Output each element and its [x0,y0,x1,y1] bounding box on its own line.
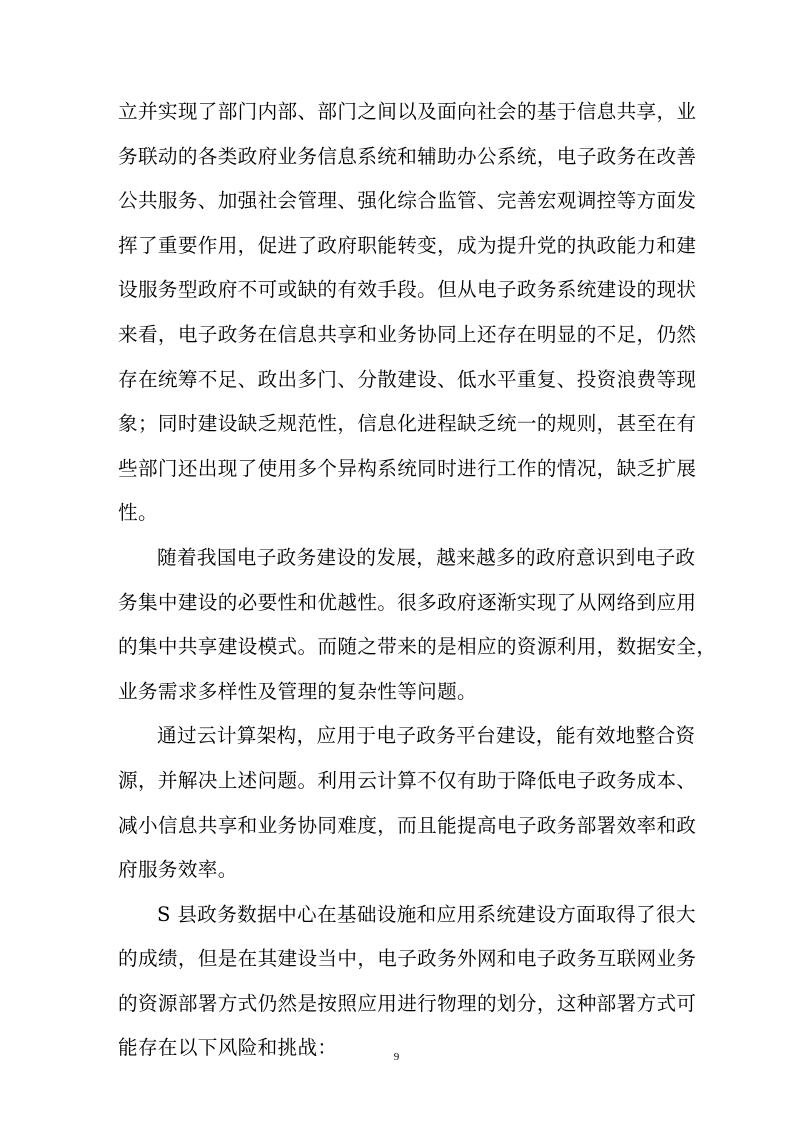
paragraph-4 [118,893,697,1071]
text-line: 性。 [118,501,158,525]
page-number: 9 [393,1051,400,1063]
text-line: 些部门还出现了使用多个异构系统同时进行工作的情况，缺乏扩展 [118,456,697,480]
page-body [118,90,717,1071]
paragraph-2 [118,536,717,714]
text-line: 的成绩，但是在其建设当中，电子政务外网和电子政务互联网业务 [118,947,697,971]
text-line: 的资源部署方式仍然是按照应用进行物理的划分，这种部署方式可 [118,991,697,1015]
text-line: 立并实现了部门内部、部门之间以及面向社会的基于信息共享，业 [118,100,697,123]
text-line: 设服务型政府不可或缺的有效手段。但从电子政务系统建设的现状 [118,278,697,302]
text-line: 源，并解决上述问题。利用云计算不仅有助于降低电子政务成本、 [118,768,697,792]
text-line: 公共服务、加强社会管理、强化综合监管、完善宏观调控等方面发 [118,189,697,213]
text-line: 业务需求多样性及管理的复杂性等问题。 [118,679,477,703]
text-line: 存在统筹不足、政出多门、分散建设、低水平重复、投资浪费等现 [118,367,697,391]
text-line: 来看，电子政务在信息共享和业务协同上还存在明显的不足，仍然 [118,322,697,346]
text-line-first: 随着我国电子政务建设的发展，越来越多的政府意识到电子政 [157,545,696,569]
text-line: 务集中建设的必要性和优越性。很多政府逐渐实现了从网络到应用 [118,590,697,614]
text-line: 象；同时建设缺乏规范性，信息化进程缺乏统一的规则，甚至在有 [118,412,697,436]
text-line: 的集中共享建设模式。而随之带来的是相应的资源利用，数据安全， [118,635,717,659]
text-line-first: 通过云计算架构，应用于电子政务平台建设，能有效地整合资 [157,724,696,748]
paragraph-1 [118,90,697,536]
text-line: 挥了重要作用，促进了政府职能转变，成为提升党的执政能力和建 [118,233,697,257]
text-line-first: S 县政务数据中心在基础设施和应用系统建设方面取得了很大 [157,902,696,926]
paragraph-3 [118,714,697,892]
text-line: 府服务效率。 [118,858,238,882]
text-line: 能存在以下风险和挑战： [118,1036,338,1060]
text-line: 减小信息共享和业务协同难度，而且能提高电子政务部署效率和政 [118,813,697,837]
text-line: 务联动的各类政府业务信息系统和辅助办公系统，电子政务在改善 [118,144,697,168]
